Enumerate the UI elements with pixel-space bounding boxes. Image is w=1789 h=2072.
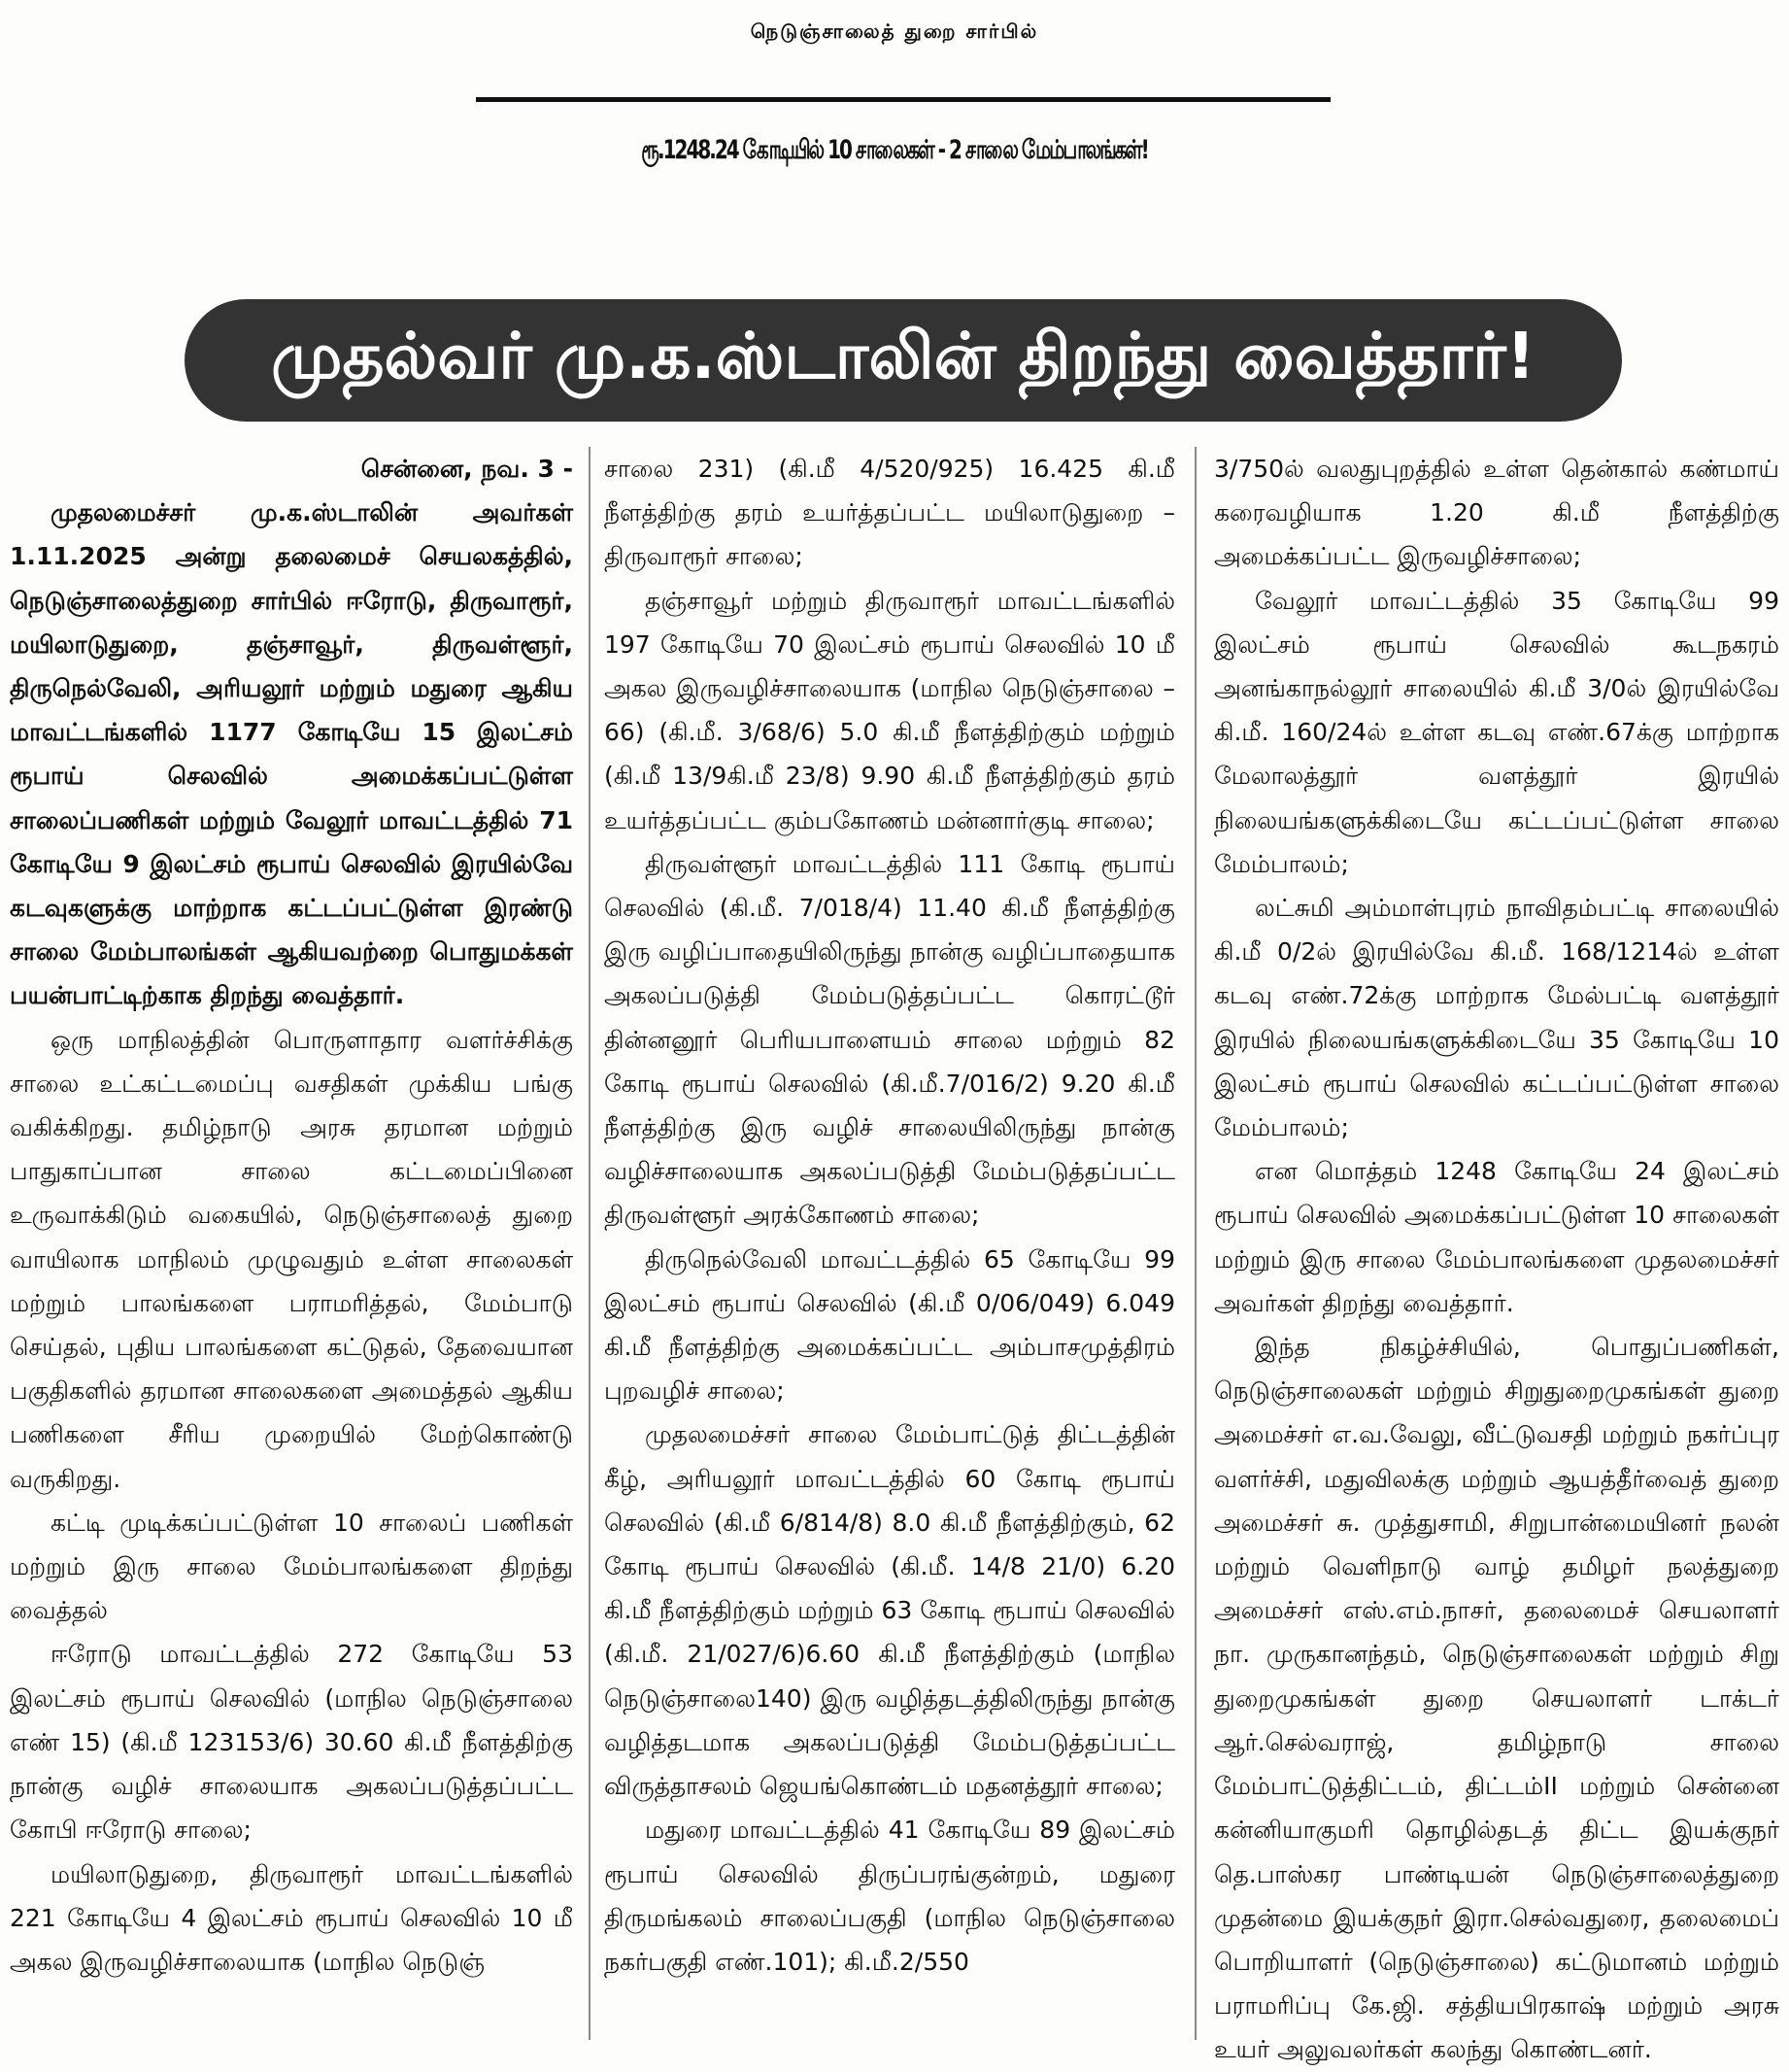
- kicker-heading: நெடுஞ்சாலைத் துறை சார்பில்: [750, 19, 1039, 43]
- column-divider: [1195, 447, 1197, 2040]
- subheadline-text: முதல்வர் மு.க.ஸ்டாலின் திறந்து வைத்தார்!: [271, 319, 1536, 393]
- subheadline-banner: [185, 299, 1622, 422]
- column-3: [1214, 447, 1779, 2064]
- paragraph: ஒரு மாநிலத்தின் பொருளாதார வளர்ச்சிக்கு சாலை உட்கட்டமைப்பு வசதிகள் முக்கிய பங்கு வகிக்கிறது. தமிழ்நாடு அரசு தரமான மற்றும் பாதுகாப்பான சாலை கட்டமைப்பினை உருவாக்கிடும் வகையில், நெடுஞ்சாலைத் துறை வாயிலாக மாநிலம் முழுவதும் உள்ள சாலைகள் மற்றும் பாலங்களை பராமரித்தல், மேம்பாடு செய்தல், புதிய பாலங்களை கட்டுதல், தேவையான பகுதிகளில் தரமான சாலைகளை அமைத்தல் ஆகிய பணிகளை சீரிய முறையில் மேற்கொண்டு வருகிறது.: [10, 1025, 573, 1493]
- paragraph: வேலூர் மாவட்டத்தில் 35 கோடியே 99 இலட்சம் ரூபாய் செலவில் கூடநகரம் அனங்காநல்லூர் சாலையில் கி.மீ 3/0ல் இரயில்வே கி.மீ. 160/24ல் உள்ள கடவு எண்.67க்கு மாற்றாக மேலாலத்தூர் வளத்தூர் இரயில் நிலையங்களுக்கிடையே கட்டப்பட்டுள்ள சாலை மேம்பாலம்;: [1214, 586, 1779, 878]
- column-divider: [589, 447, 591, 2040]
- dateline: சென்னை, நவ. 3 -: [360, 455, 573, 483]
- paragraph: கட்டி முடிக்கப்பட்டுள்ள 10 சாலைப் பணிகள் மற்றும் இரு சாலை மேம்பாலங்களை திறந்து வைத்தல்: [10, 1508, 573, 1625]
- lead-paragraph: முதலமைச்சர் மு.க.ஸ்டாலின் அவர்கள் 1.11.2025 அன்று தலைமைச் செயலகத்தில், நெடுஞ்சாலைத்துறை சார்பில் ஈரோடு, திருவாரூர், மயிலாடுதுறை, தஞ்சாவூர், திருவள்ளூர், திருநெல்வேலி, அரியலூர் மற்றும் மதுரை ஆகிய மாவட்டங்களில் 1177 கோடியே 15 இலட்சம் ரூபாய் செலவில் அமைக்கப்பட்டுள்ள சாலைப்பணிகள் மற்றும் வேலூர் மாவட்டத்தில் 71 கோடியே 9 இலட்சம் ரூபாய் செலவில் இரயில்வே கடவுகளுக்கு மாற்றாக கட்டப்பட்டுள்ள இரண்டு சாலை மேம்பாலங்கள் ஆகியவற்றை பொதுமக்கள் பயன்பாட்டிற்காக திறந்து வைத்தார்.: [10, 498, 573, 1010]
- main-headline: ரூ.1248.24 கோடியில் 10 சாலைகள் - 2 சாலை மேம்பாலங்கள்!: [641, 133, 1148, 165]
- paragraph: இந்த நிகழ்ச்சியில், பொதுப்பணிகள், நெடுஞ்சாலைகள் மற்றும் சிறுதுறைமுகங்கள் துறை அமைச்சர் எ.வ.வேலு, வீட்டுவசதி மற்றும் நகர்ப்புர வளர்ச்சி, மதுவிலக்கு மற்றும் ஆயத்தீர்வைத் துறை அமைச்சர் சு. முத்துசாமி, சிறுபான்மையினர் நலன் மற்றும் வெளிநாடு வாழ் தமிழர் நலத்துறை அமைச்சர் எஸ்.எம்.நாசர், தலைமைச் செயலாளர் நா. முருகானந்தம், நெடுஞ்சாலைகள் மற்றும் சிறு துறைமுகங்கள் துறை செயலாளர் டாக்டர் ஆர்.செல்வராஜ், தமிழ்நாடு சாலை மேம்பாட்டுத்திட்டம், திட்டம்II மற்றும் சென்னை கன்னியாகுமரி தொழில்தடத் திட்ட இயக்குநர் தெ.பாஸ்கர பாண்டியன் நெடுஞ்சாலைத்துறை முதன்மை இயக்குநர் இரா.செல்வதுரை, தலைமைப் பொறியாளர் (நெடுஞ்சாலை) கட்டுமானம் மற்றும் பராமரிப்பு கே.ஜி. சத்தியபிரகாஷ் மற்றும் அரசு உயர் அலுவலர்கள் கலந்து கொண்டனர்.: [1214, 1333, 1779, 2064]
- article-body: [0, 447, 1789, 2064]
- paragraph: திருவள்ளூர் மாவட்டத்தில் 111 கோடி ரூபாய் செலவில் (கி.மீ. 7/018/4) 11.40 கி.மீ நீளத்திற்கு இரு வழிப்பாதையிலிருந்து நான்கு வழிப்பாதையாக அகலப்படுத்தி மேம்படுத்தப்பட்ட கொரட்டூர் தின்னனூர் பெரியபாளையம் சாலை மற்றும் 82 கோடி ரூபாய் செலவில் (கி.மீ.7/016/2) 9.20 கி.மீ நீளத்திற்கு இரு வழிச் சாலையிலிருந்து நான்கு வழிச்சாலையாக அகலப்படுத்தி மேம்படுத்தப்பட்ட திருவள்ளூர் அரக்கோணம் சாலை;: [604, 849, 1175, 1230]
- paragraph: மதுரை மாவட்டத்தில் 41 கோடியே 89 இலட்சம் ரூபாய் செலவில் திருப்பரங்குன்றம், மதுரை திருமங்கலம் சாலைப்பகுதி (மாநில நெடுஞ்சாலை நகர்பகுதி எண்.101); கி.மீ.2/550: [604, 1816, 1175, 1976]
- paragraph: சாலை 231) (கி.மீ 4/520/925) 16.425 கி.மீ நீளத்திற்கு தரம் உயர்த்தப்பட்ட மயிலாடுதுறை – திருவாரூர் சாலை;: [604, 455, 1175, 571]
- paragraph: ஈரோடு மாவட்டத்தில் 272 கோடியே 53 இலட்சம் ரூபாய் செலவில் (மாநில நெடுஞ்சாலை எண் 15) (கி.மீ 123153/6) 30.60 கி.மீ நீளத்திற்கு நான்கு வழிச் சாலையாக அகலப்படுத்தப்பட்ட கோபி ஈரோடு சாலை;: [10, 1640, 573, 1845]
- column-1: [10, 447, 573, 2040]
- kicker-underline: [476, 97, 1331, 102]
- paragraph: மயிலாடுதுறை, திருவாரூர் மாவட்டங்களில் 221 கோடியே 4 இலட்சம் ரூபாய் செலவில் 10 மீ அகல இருவழிச்சாலையாக (மாநில நெடுஞ்: [10, 1859, 573, 1976]
- paragraph: 3/750ல் வலதுபுறத்தில் உள்ள தென்கால் கண்மாய் கரைவழியாக 1.20 கி.மீ நீளத்திற்கு அமைக்கப்பட்ட இருவழிச்சாலை;: [1214, 455, 1779, 571]
- paragraph: திருநெல்வேலி மாவட்டத்தில் 65 கோடியே 99 இலட்சம் ரூபாய் செலவில் (கி.மீ 0/06/049) 6.049 கி.மீ நீளத்திற்கு அமைக்கப்பட்ட அம்பாசமுத்திரம் புறவழிச் சாலை;: [604, 1244, 1175, 1406]
- paragraph: முதலமைச்சர் சாலை மேம்பாட்டுத் திட்டத்தின் கீழ், அரியலூர் மாவட்டத்தில் 60 கோடி ரூபாய் செலவில் (கி.மீ 6/814/8) 8.0 கி.மீ நீளத்திற்கும், 62 கோடி ரூபாய் செலவில் (கி.மீ. 14/8 21/0) 6.20 கி.மீ நீளத்திற்கும் மற்றும் 63 கோடி ரூபாய் செலவில் (கி.மீ. 21/027/6)6.60 கி.மீ நீளத்திற்கும் (மாநில நெடுஞ்சாலை140) இரு வழித்தடத்திலிருந்து நான்கு வழித்தடமாக அகலப்படுத்தி மேம்படுத்தப்பட்ட விருத்தாசலம் ஜெயங்கொண்டம் மதனத்தூர் சாலை;: [604, 1420, 1175, 1801]
- paragraph: என மொத்தம் 1248 கோடியே 24 இலட்சம் ரூபாய் செலவில் அமைக்கப்பட்டுள்ள 10 சாலைகள் மற்றும் இரு சாலை மேம்பாலங்களை முதலமைச்சர் அவர்கள் திறந்து வைத்தார்.: [1214, 1157, 1779, 1317]
- paragraph: லட்சுமி அம்மாள்புரம் நாவிதம்பட்டி சாலையில் கி.மீ 0/2ல் இரயில்வே கி.மீ. 168/1214ல் உள்ள கடவு எண்.72க்கு மாற்றாக மேல்பட்டி வளத்தூர் இரயில் நிலையங்களுக்கிடையே 35 கோடியே 10 இலட்சம் ரூபாய் செலவில் கட்டப்பட்டுள்ள சாலை மேம்பாலம்;: [1214, 894, 1779, 1142]
- paragraph: தஞ்சாவூர் மற்றும் திருவாரூர் மாவட்டங்களில் 197 கோடியே 70 இலட்சம் ரூபாய் செலவில் 10 மீ அகல இருவழிச்சாலையாக (மாநில நெடுஞ்சாலை –66) (கி.மீ. 3/68/6) 5.0 கி.மீ நீளத்திற்கும் மற்றும் (கி.மீ 13/9கி.மீ 23/8) 9.90 கி.மீ நீளத்திற்கும் தரம் உயர்த்தப்பட்ட கும்பகோணம் மன்னார்குடி சாலை;: [604, 586, 1175, 834]
- column-2: [604, 447, 1175, 2040]
